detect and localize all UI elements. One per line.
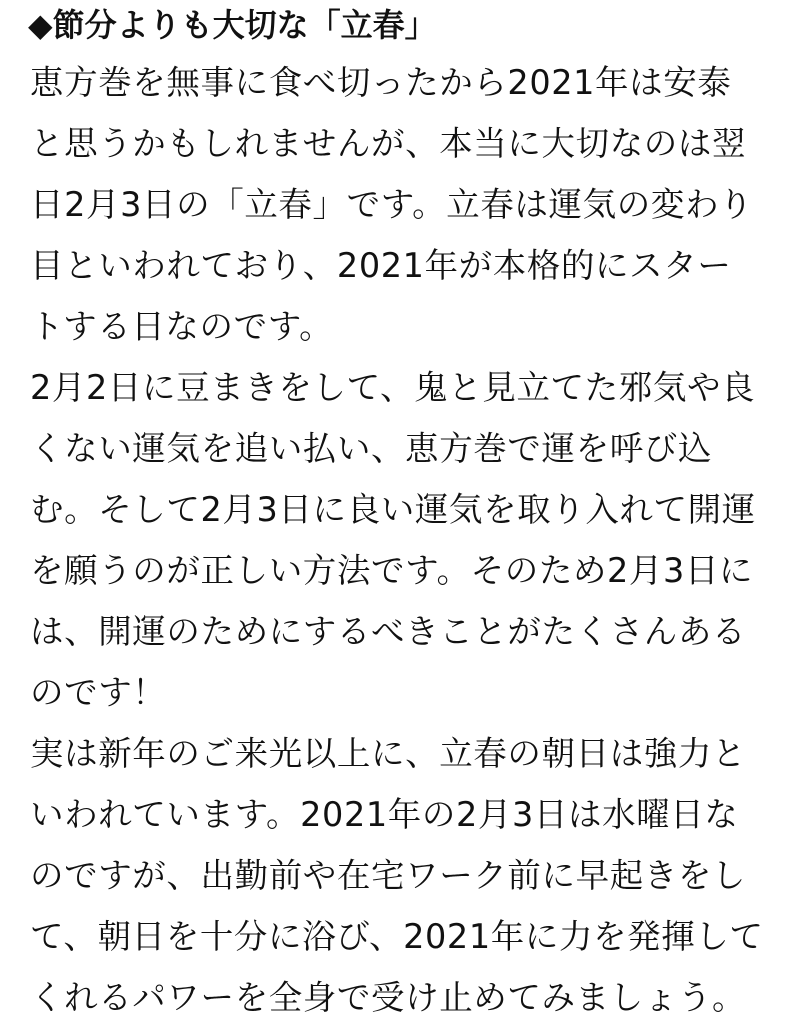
article	[30, 0, 790, 1028]
text-line: のです！	[30, 673, 167, 712]
text-line: は、開運のためにするべきことがたくさんある	[30, 612, 747, 651]
text-line: と思うかもしれませんが、本当に大切なのは翌	[30, 124, 747, 163]
text-line: のですが、出勤前や在宅ワーク前に早起きをし	[30, 856, 747, 895]
text-line: トする日なのです。	[30, 307, 334, 346]
text-line: 目といわれており、2021年が本格的にスター	[30, 246, 732, 285]
text-line: 実は新年のご来光以上に、立春の朝日は強力と	[30, 734, 747, 773]
text-line: む。そして2月3日に良い運気を取り入れて開運	[30, 490, 756, 529]
text-line: 日2月3日の「立春」です。立春は運気の変わり	[30, 185, 754, 224]
text-line: 恵方巻を無事に食べ切ったから2021年は安泰	[30, 63, 732, 102]
text-line: を願うのが正しい方法です。そのため2月3日に	[30, 551, 754, 590]
text-line: て、朝日を十分に浴び、2021年に力を発揮して	[30, 917, 764, 956]
text-line: 2月2日に豆まきをして、鬼と見立てた邪気や良	[30, 368, 756, 407]
text-line: くない運気を追い払い、恵方巻で運を呼び込	[30, 429, 712, 468]
text-line: いわれています。2021年の2月3日は水曜日な	[30, 795, 739, 834]
text-line: くれるパワーを全身で受け止めてみましょう。	[30, 978, 747, 1017]
section-heading: ◆節分よりも大切な「立春」	[28, 6, 437, 44]
